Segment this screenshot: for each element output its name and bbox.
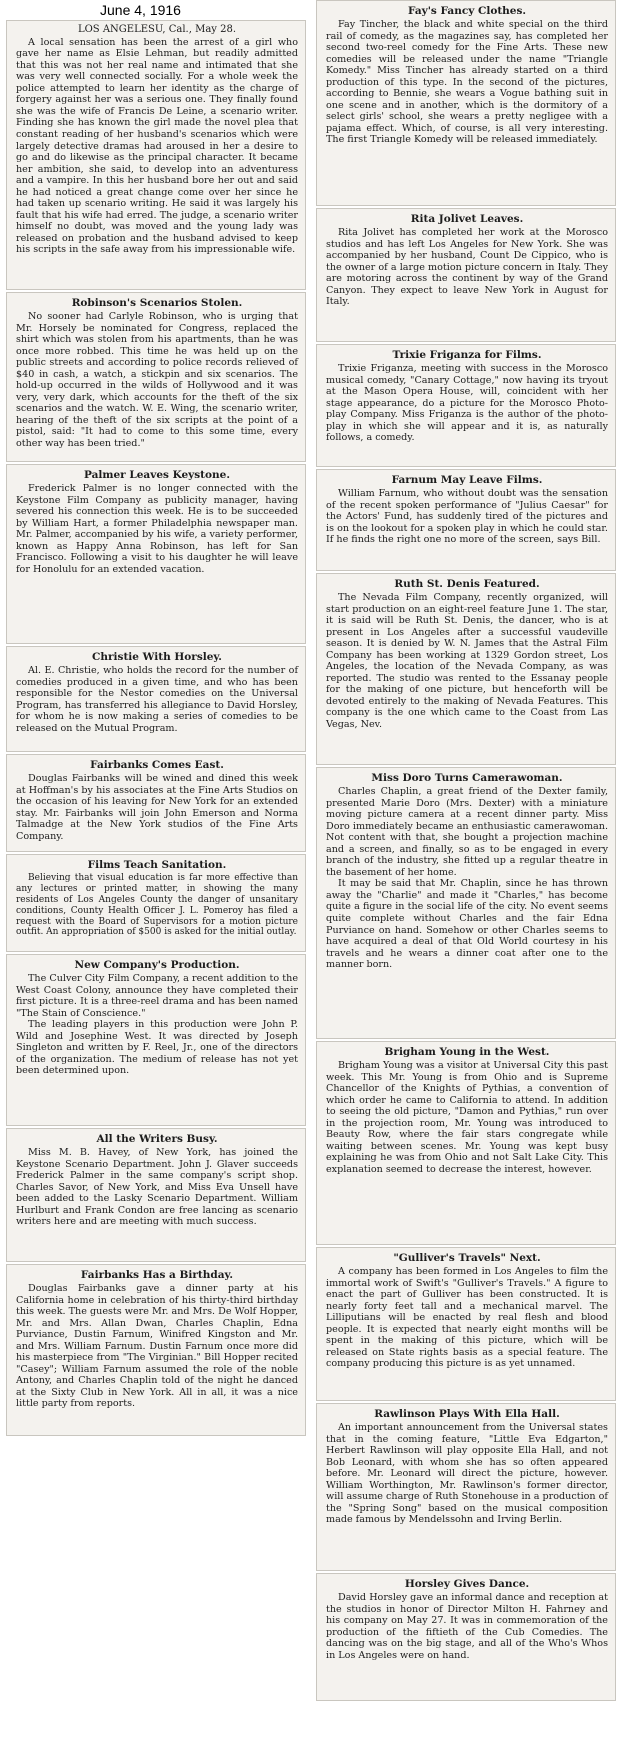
clipping-brigham (316, 1041, 616, 1245)
left-column (6, 0, 306, 1738)
clipping-paragraph: The Nevada Film Company, recently organized, will start production on an eight-reel feature June 1. The star, it is said will be Ruth St. Denis, the dancer, who is at present in Los Angeles after a successful vaudeville season. It is denied by W. N. James that the Astral Film Company has been working at 1329 Gordon street, Los Angeles, the location of the Nevada Company, as was reported. The studio was rented to the Essanay people for the making of one picture, but henceforth will be devoted entirely to the making of Nevada Features. This company is the one which came to the Coast from Las Vegas, Nev. (326, 592, 608, 731)
clipping-paragraph: Brigham Young was a visitor at Universal City this past week. This Mr. Young is from Ohio and is Supreme Chancellor of the Knights of Pythias, a convention of which order he came to California to attend. In addition to seeing the old picture, "Damon and Pythias," run over in the projection room, Mr. Young was introduced to Beauty Row, where the fair stars congregate while waiting between scenes. Mr. Young was kept busy explaining he was from Ohio and not Salt Lake City. This explanation seemed to decrease the interest, however. (326, 1060, 608, 1175)
clipping-gulliver (316, 1247, 616, 1401)
page-date: June 4, 1916 (100, 2, 181, 18)
clipping-body (326, 592, 608, 731)
clipping-headline: Films Teach Sanitation. (87, 859, 227, 871)
clipping-body (16, 873, 298, 938)
clipping-body (16, 483, 298, 575)
clipping-paragraph: A local sensation has been the arrest of a girl who gave her name as Elsie Lehman, but readily admitted that this was not her real name and intimated that she was very well connected socially. For a whole week the police attempted to learn her identity as the charge of forgery against her was a serious one. They finally found she was the wife of Francis De Leine, a scenario writer. Finding she has known the girl made the novel plea that constant reading of her husband's scenarios which were largely detective dramas had aroused in her a desire to go and do likewise as the principal character. It became her ambition, she said, to develop into an adventuress and a vampire. In this her husband bore her out and said he had noticed a great change come over her since he had taken up scenario writing. He said it was largely his fault that his wife had erred. The judge, a scenario writer himself no doubt, was moved and the young lady was released on probation and the husband advised to keep his scripts in the safe away from his impressionable wife. (16, 36, 298, 256)
clipping-paragraph: Miss M. B. Havey, of New York, has joined the Keystone Scenario Department. John J. Glaver succeeds Frederick Palmer in the same company's script shop. Charles Savor, of New York, and Miss Eva Unsell have been added to the Lasky Scenario Department. William Hurlburt and Frank Condon are free lancing as scenario writers here and are meeting with much success. (16, 1147, 298, 1228)
clipping-body (326, 363, 608, 444)
clipping-headline: Horsley Gives Dance. (404, 1578, 530, 1590)
clipping-headline: Fairbanks Comes East. (90, 759, 224, 771)
clipping-body (326, 1060, 608, 1175)
clipping-headline: Fay's Fancy Clothes. (407, 5, 527, 17)
right-column (316, 0, 616, 1738)
clipping-body (326, 488, 608, 546)
clipping-body (326, 1422, 608, 1526)
clipping-paragraph: Believing that visual education is far more effective than any lectures or printed matter, in showing the many residents of Los Angeles County the danger of unsanitary conditions, County Health Officer J. L. Pomeroy has filed a request with the Board of Supervisors for a motion picture outfit. An appropriation of $500 is asked for the initial outlay. (16, 873, 298, 938)
clipping-body (326, 1266, 608, 1370)
clipping-fairbanks-east (6, 754, 306, 852)
clipping-body (326, 1592, 608, 1661)
clipping-jolivet (316, 208, 616, 342)
clipping-paragraph: A company has been formed in Los Angeles to film the immortal work of Swift's "Gulliver's Travels." A figure to enact the part of Gulliver has been constructed. It is nearly forty feet tall and a mechanical marvel. The Lilliputians will be enacted by real flesh and blood people. It is expected that nearly eight months will be spent in the making of this picture, which will be released on State rights basis as a special feature. The company producing this picture is as yet unnamed. (326, 1266, 608, 1370)
clipping-paragraph: William Farnum, who without doubt was the sensation of the recent spoken performance of "Julius Caesar" for the Actors' Fund, has suddenly tired of the pictures and is on the lookout for a spoken play in which he could star. If he finds the right one no more of the screen, says Bill. (326, 488, 608, 546)
clipping-body (16, 1147, 298, 1228)
clipping-headline: "Gulliver's Travels" Next. (393, 1252, 541, 1264)
clipping-body (326, 19, 608, 146)
clipping-paragraph: Douglas Fairbanks gave a dinner party at his California home in celebration of his thirty-third birthday this week. The guests were Mr. and Mrs. De Wolf Hopper, Mr. and Mrs. Allan Dwan, Charles Chaplin, Edna Purviance, Dustin Farnum, Winifred Kingston and Mr. and Mrs. William Farnum. Dustin Farnum once more did his masterpiece from "The Virginian." Bill Hopper recited "Casey"; William Farnum assumed the role of the noble Antony, and Charles Chaplin told of the night he danced at the Sixty Club in New York. All in all, it was a nice little party from reports. (16, 1283, 298, 1410)
clipping-headline: Ruth St. Denis Featured. (394, 578, 540, 590)
clipping-headline: Miss Doro Turns Camerawoman. (371, 772, 563, 784)
clipping-headline: Fairbanks Has a Birthday. (80, 1269, 234, 1281)
clipping-paragraph: Douglas Fairbanks will be wined and dined this week at Hoffman's by his associates at the Fine Arts Studios on the occasion of his leaving for New York for an extended stay. Mr. Fairbanks will join John Emerson and Norma Talmadge at the New York studios of the Fine Arts Company. (16, 773, 298, 842)
clipping-headline: Brigham Young in the West. (384, 1046, 550, 1058)
clipping-friganza (316, 344, 616, 467)
clipping-headline: Rita Jolivet Leaves. (410, 213, 524, 225)
clipping-paragraph: An important announcement from the Universal states that in the coming feature, "Little Eva Edgarton," Herbert Rawlinson will play opposite Ella Hall, and not Bob Leonard, with whom she has so often appeared before. Mr. Leonard will direct the picture, however. William Worthington, Mr. Rawlinson's former director, will assume charge of Ruth Stonehouse in a production of the "Spring Song" based on the musical composition made famous by Mendelssohn and Irving Berlin. (326, 1422, 608, 1526)
clipping-headline: Trixie Friganza for Films. (392, 349, 542, 361)
clipping-paragraph: Fay Tincher, the black and white special on the third rail of comedy, as the magazines say, has completed her second two-reel comedy for the Fine Arts. These new comedies will be released under the name "Triangle Komedy." Miss Tincher has already started on a third production of this type. In the second of the pictures, according to Bennie, she wears a Vogue bathing suit in one scene and in another, which is the dormitory of a select girls' school, she wears a pretty negligee with a pajama effect. Which, of course, is all very interesting. The first Triangle Komedy will be released immediately. (326, 19, 608, 146)
clipping-paragraph: It may be said that Mr. Chaplin, since he has thrown away the "Charlie" and made it "Charles," has become quite a figure in the social life of the city. No event seems quite complete without Charles and the fair Edna Purviance on hand. Somehow or other Charles seems to have acquired a deal of that Old World courtesy in his travels and he wears a dinner coat after one to the manner born. (326, 878, 608, 971)
clipping-body (326, 786, 608, 971)
clipping-paragraph: David Horsley gave an informal dance and reception at the studios in honor of Director Milton H. Fahrney and his company on May 27. It was in commemoration of the production of the fiftieth of the Cub Comedies. The dancing was on the big stage, and all of the Who's Whos in Los Angeles were on hand. (326, 1592, 608, 1661)
clipping-paragraph: Rita Jolivet has completed her work at the Morosco studios and has left Los Angeles for New York. She was accompanied by her husband, Count De Cippico, who is the owner of a large motion picture concern in Italy. They are motoring across the continent by way of the Grand Canyon. They expect to leave New York in August for Italy. (326, 227, 608, 308)
clipping-st-denis (316, 573, 616, 765)
clipping-christie (6, 646, 306, 752)
clipping-paragraph: Frederick Palmer is no longer connected with the Keystone Film Company as publicity manager, having severed his connection this week. He is to be succeeded by William Hart, a former Philadelphia newspaper man. Mr. Palmer, accompanied by his wife, a variety performer, known as Happy Anna Robinson, has left for San Francisco. Following a visit to his daughter he will leave for Honolulu for an extended vacation. (16, 483, 298, 575)
clipping-robinson (6, 292, 306, 462)
clipping-sanitation (6, 854, 306, 952)
clipping-fay (316, 0, 616, 206)
clipping-paragraph: The Culver City Film Company, a recent addition to the West Coast Colony, announce they have completed their first picture. It is a three-reel drama and has been named "The Stain of Conscience." (16, 973, 298, 1019)
clipping-body (16, 665, 298, 734)
clipping-headline: All the Writers Busy. (96, 1133, 218, 1145)
clipping-body (16, 311, 298, 450)
clipping-headline: New Company's Production. (74, 959, 240, 971)
clipping-writers-busy (6, 1128, 306, 1262)
clipping-paragraph: Charles Chaplin, a great friend of the Dexter family, presented Marie Doro (Mrs. Dexter) with a miniature moving picture camera at a recent dinner party. Miss Doro immediately became an enthusiastic camerawoman. Not content with that, she bought a projection machine and a screen, and finally, so as to be engaged in every branch of the industry, she fitted up a regular theatre in the basement of her home. (326, 786, 608, 878)
clipping-body (326, 227, 608, 308)
clipping-doro (316, 767, 616, 1039)
clipping-new-company (6, 954, 306, 1126)
clipping-paragraph: No sooner had Carlyle Robinson, who is urging that Mr. Horsely be nominated for Congress, replaced the shirt which was stolen from his apartments, than he was once more robbed. This time he was held up on the public streets and according to police records relieved of $40 in cash, a watch, a stickpin and six scenarios. The hold-up occurred in the wilds of Hollywood and it was very, very dark, which accounts for the theft of the six scenarios and the watch. W. E. Wing, the scenario writer, hearing of the theft of the six scripts at the point of a pistol, said: "It had to come to this some time, every other way has been tried." (16, 311, 298, 450)
clipping-farnum (316, 469, 616, 571)
clipping-dateline: LOS ANGELESU, Cal., May 28. (77, 24, 237, 35)
clipping-paragraph: Trixie Friganza, meeting with success in the Morosco musical comedy, "Canary Cottage," now having its tryout at the Mason Opera House, will, coincident with her stage appearance, do a picture for the Morosco Photo-play Company. Miss Friganza is the author of the photo-play in which she will appear and it is, as naturally follows, a comedy. (326, 363, 608, 444)
clipping-rawlinson (316, 1403, 616, 1571)
clipping-body (16, 773, 298, 842)
clipping-headline: Rawlinson Plays With Ella Hall. (374, 1408, 560, 1420)
clipping-horsley-dance (316, 1573, 616, 1701)
clipping-paragraph: The leading players in this production were John P. Wild and Josephine West. It was directed by Joseph Singleton and written by F. Reel, Jr., one of the directors of the organization. The medium of release has not yet been determined upon. (16, 1019, 298, 1077)
clipping-body (16, 37, 298, 256)
clipping-headline: Palmer Leaves Keystone. (83, 469, 230, 481)
clipping-palmer (6, 464, 306, 644)
clipping-fairbanks-birthday (6, 1264, 306, 1436)
clipping-los-angeles (6, 20, 306, 290)
clipping-body (16, 1283, 298, 1410)
clipping-body (16, 973, 298, 1077)
clipping-headline: Farnum May Leave Films. (391, 474, 543, 486)
clipping-paragraph: Al. E. Christie, who holds the record for the number of comedies produced in a given time, and who has been responsible for the Nestor comedies on the Universal Program, has transferred his allegiance to David Horsley, for whom he is now making a series of comedies to be released on the Mutual Program. (16, 665, 298, 734)
clipping-headline: Christie With Horsley. (92, 651, 222, 663)
clipping-headline: Robinson's Scenarios Stolen. (71, 297, 243, 309)
